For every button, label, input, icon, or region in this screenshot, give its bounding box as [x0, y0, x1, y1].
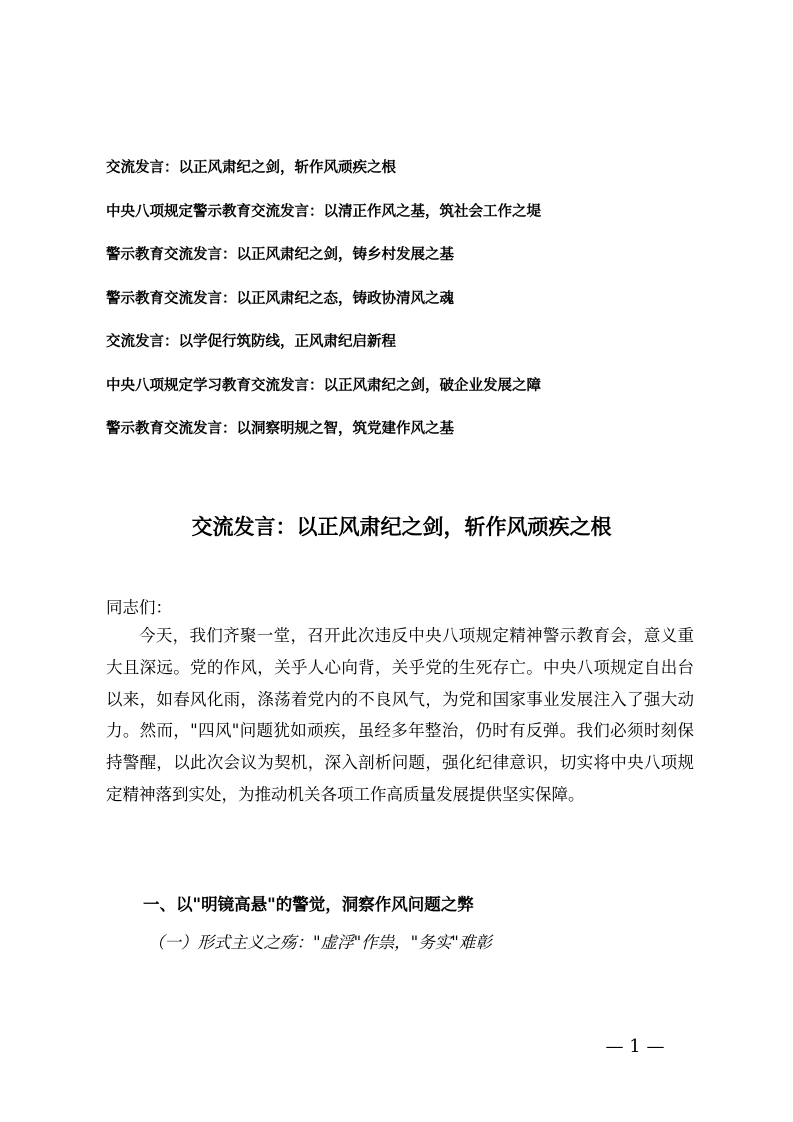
toc-item[interactable]: 交流发言：以正风肃纪之剑，斩作风顽疾之根	[106, 160, 396, 176]
greeting: 同志们：	[106, 598, 172, 617]
section-heading: 一、以"明镜高悬"的警觉，洞察作风问题之弊	[143, 895, 474, 914]
page-number: — 1 —	[605, 1036, 665, 1057]
toc-item[interactable]: 警示教育交流发言：以正风肃纪之态，铸政协清风之魂	[106, 290, 454, 307]
toc-item[interactable]: 警示教育交流发言：以洞察明规之智，筑党建作风之基	[106, 421, 454, 437]
article-title: 交流发言：以正风肃纪之剑，斩作风顽疾之根	[191, 515, 612, 539]
toc-item[interactable]: 警示教育交流发言：以正风肃纪之剑，铸乡村发展之基	[106, 247, 454, 263]
toc-item[interactable]: 中央八项规定警示教育交流发言：以清正作风之基，筑社会工作之堤	[106, 203, 541, 220]
toc-item[interactable]: 交流发言：以学促行筑防线，正风肃纪启新程	[106, 334, 396, 350]
table-of-contents	[106, 154, 706, 459]
subsection-heading: （一）形式主义之殇："虚浮"作祟，"务实"难彰	[148, 933, 492, 952]
body-paragraph: 今天，我们齐聚一堂，召开此次违反中央八项规定精神警示教育会，意义重大且深远。党的作风，关乎人心向背，关乎党的生死存亡。中央八项规定自出台以来，如春风化雨，涤荡着党内的不良风气，为党和国家事业发展注入了强大动力。然而，"四风"问题犹如顽疾，虽经多年整治，仍时有反弹。我们必须时刻保持警醒，以此次会议为契机，深入剖析问题，强化纪律意识，切实将中央八项规定精神落到实处，为推动机关各项工作高质量发展提供坚实保障。	[106, 626, 694, 804]
toc-item[interactable]: 中央八项规定学习教育交流发言：以正风肃纪之剑，破企业发展之障	[106, 377, 541, 394]
